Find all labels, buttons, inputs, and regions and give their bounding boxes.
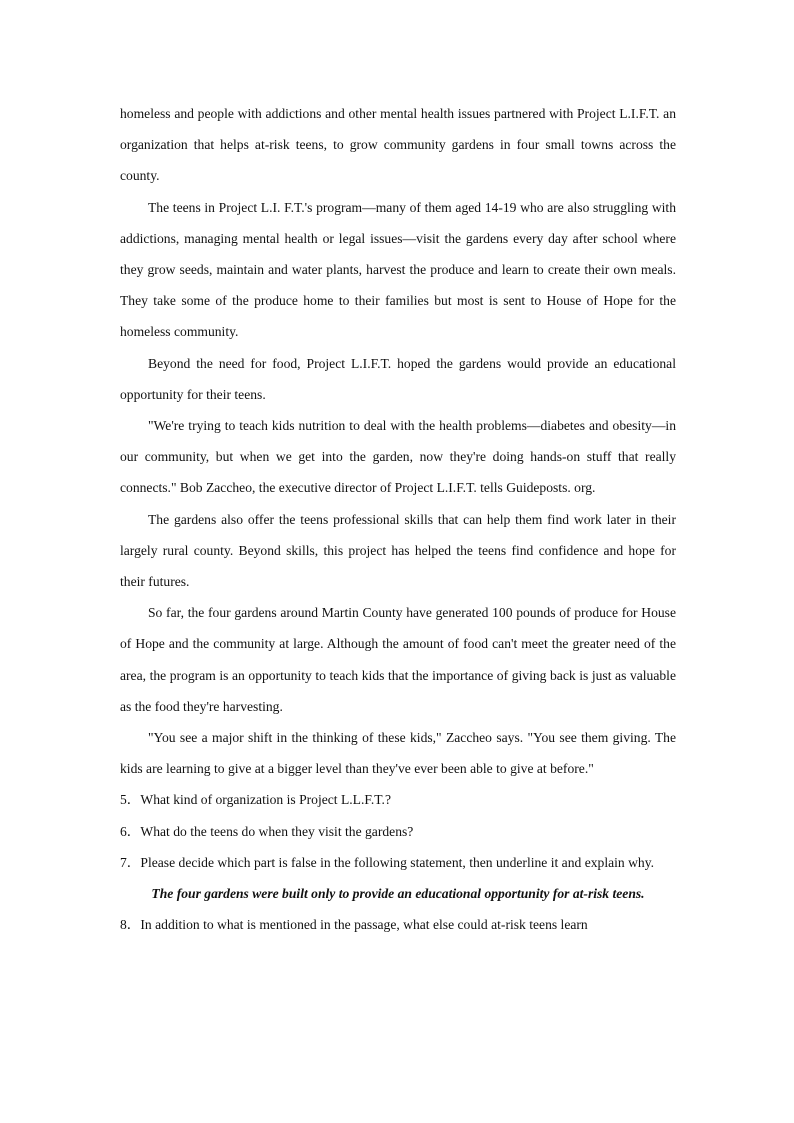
paragraph-4: "We're trying to teach kids nutrition to deal with the health problems—diabetes and obesity—in our community, but when we get into the garden, now they're doing hands-on stuff that really connects." Bob Zaccheo, the executive director of Project L.I.F.T. tells Guideposts. org. — [120, 418, 676, 496]
question-7: 7．Please decide which part is false in the following statement, then underline it and explain why. — [120, 854, 655, 870]
paragraph-6: So far, the four gardens around Martin County have generated 100 pounds of produce for House of Hope and the community at large. Although the amount of food can't meet the greater need of the area, the program is an opportunity to teach kids that the importance of giving back is just as valuable as the food they're harvesting. — [120, 605, 676, 714]
false-statement: The four gardens were built only to provide an educational opportunity for at-risk teens. — [151, 886, 645, 902]
paragraph-2: The teens in Project L.I. F.T.'s program—many of them aged 14-19 who are also struggling with addictions, managing mental health or legal issues—visit the gardens every day after school where they grow seeds, maintain and water plants, harvest the produce and learn to create their own meals. They take some of the produce home to their families but most is sent to House of Hope for the homeless community. — [120, 199, 676, 340]
paragraph-3: Beyond the need for food, Project L.I.F.T. hoped the gardens would provide an educational opportunity for their teens. — [120, 355, 676, 402]
paragraph-5: The gardens also offer the teens professional skills that can help them find work later in their largely rural county. Beyond skills, this project has helped the teens find confidence and hope for their futures. — [120, 511, 676, 590]
question-6: 6．What do the teens do when they visit the gardens? — [120, 823, 414, 839]
paragraph-7: "You see a major shift in the thinking of these kids," Zaccheo says. "You see them giving. The kids are learning to give at a bigger level than they've ever been able to give at before." — [120, 730, 676, 777]
document-page — [120, 98, 676, 940]
question-8: 8．In addition to what is mentioned in the passage, what else could at-risk teens learn — [120, 917, 588, 933]
question-5: 5．What kind of organization is Project L.L.F.T.? — [120, 792, 391, 808]
paragraph-1: homeless and people with addictions and other mental health issues partnered with Project L.I.F.T. an organization that helps at-risk teens, to grow community gardens in four small towns across the county. — [120, 106, 676, 184]
